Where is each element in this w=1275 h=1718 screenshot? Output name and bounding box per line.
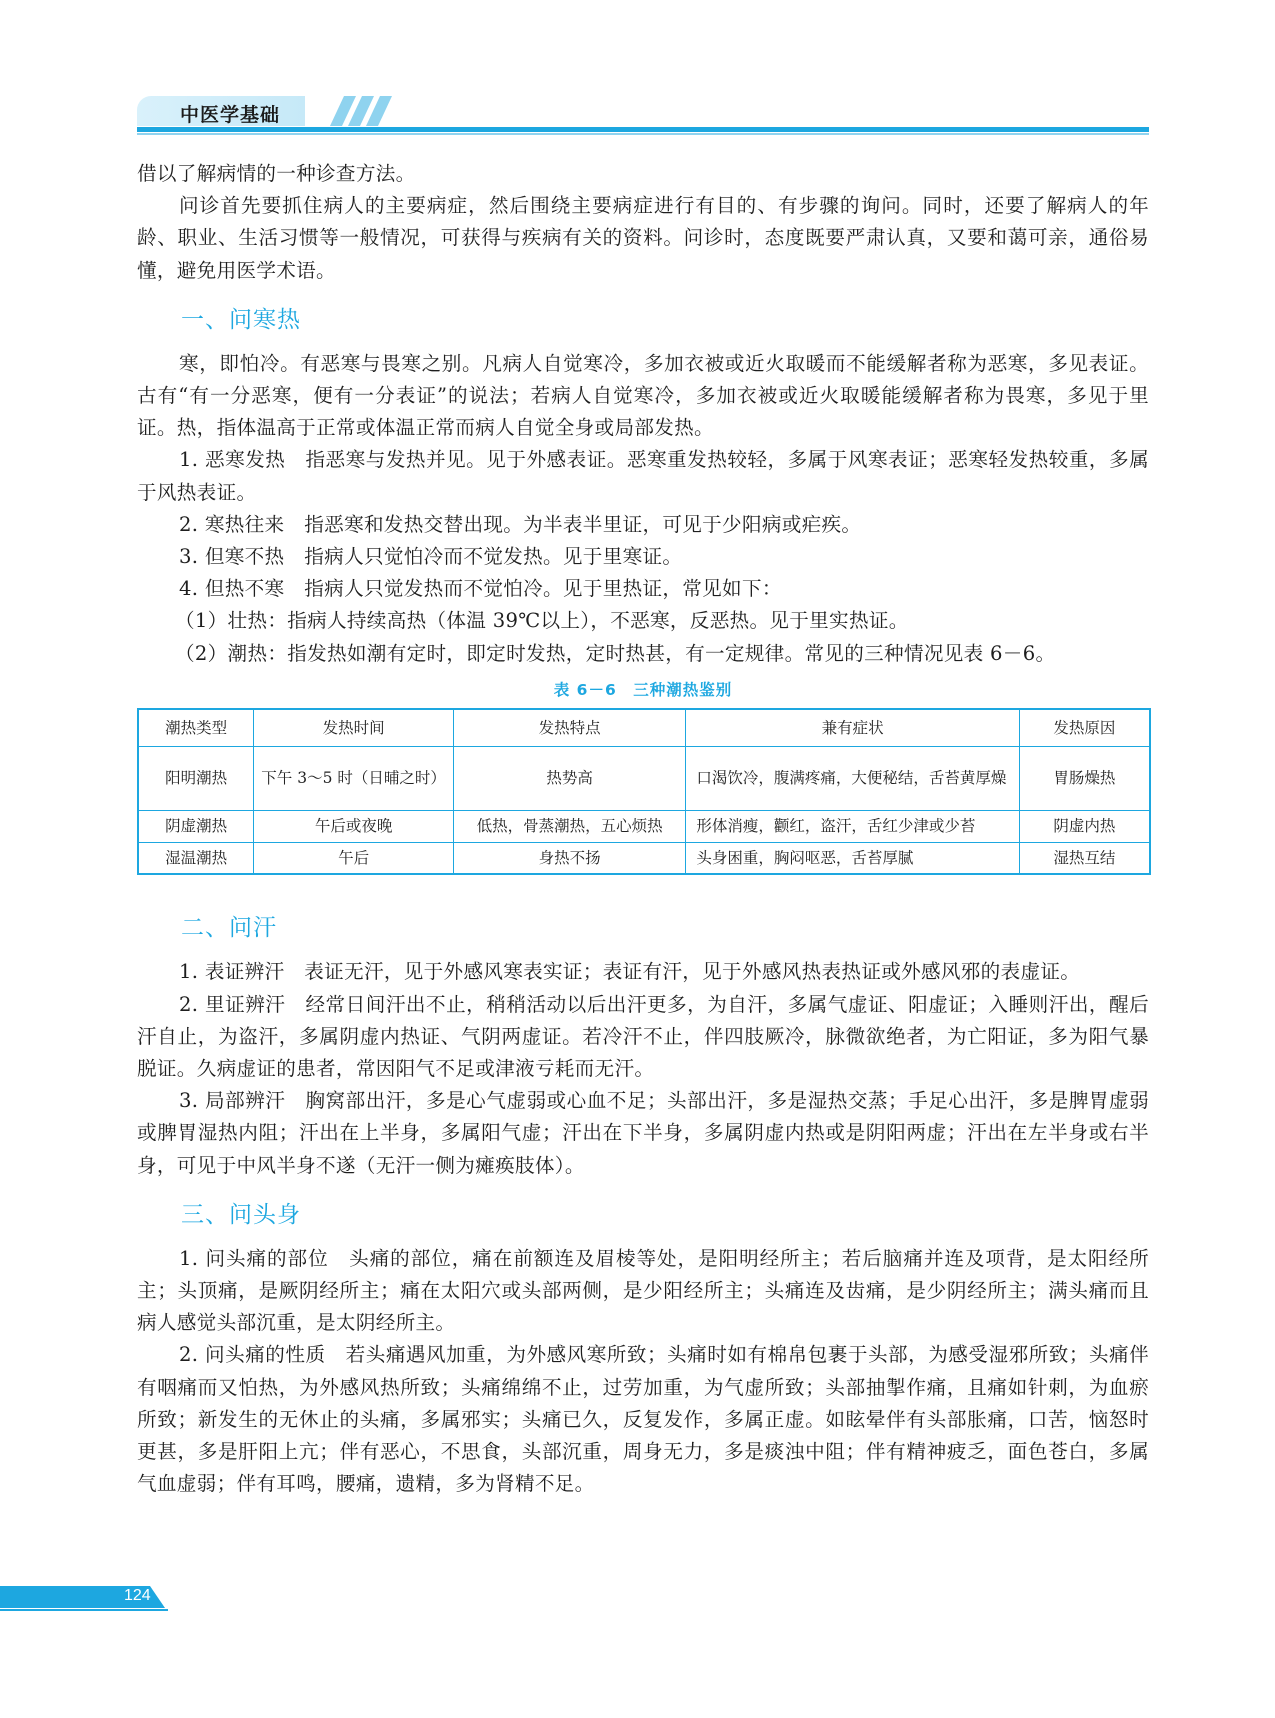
table-caption: 表 6－6 三种潮热鉴别 bbox=[553, 680, 733, 699]
table-header-cell: 兼有症状 bbox=[686, 709, 1019, 747]
table-cell: 热势高 bbox=[453, 746, 686, 810]
table-header-cell: 发热原因 bbox=[1019, 709, 1150, 747]
book-title: 中医学基础 bbox=[180, 104, 281, 126]
paragraph: 2. 问头痛的性质 若头痛遇风加重，为外感风寒所致；头痛时如有棉帛包裹于头部，为感受湿邪所致；头痛伴有咽痛而又怕热，为外感风热所致；头痛绵绵不止，过劳加重，为气虚所致；头部抽掣作痛，且痛如针刺，为血瘀所致；新发生的无休止的头痛，多属邪实；头痛已久，反复发作，多属正虚。如眩晕伴有头部胀痛，口苦，恼怒时更甚，多是肝阳上亢；伴有恶心，不思食，头部沉重，周身无力，多是痰浊中阻；伴有精神疲乏，面色苍白，多属气血虚弱；伴有耳鸣，腰痛，遗精，多为肾精不足。 bbox=[137, 1343, 1149, 1496]
table-cell: 身热不扬 bbox=[453, 842, 686, 874]
table-cell: 形体消瘦，颧红，盗汗，舌红少津或少苔 bbox=[686, 810, 1019, 842]
table-cell: 午后 bbox=[254, 842, 454, 874]
page-header bbox=[0, 0, 1275, 140]
table-cell: 头身困重，胸闷呕恶，舌苔厚腻 bbox=[686, 842, 1019, 874]
intro-paragraph: 问诊首先要抓住病人的主要病症，然后围绕主要病症进行有目的、有步骤的询问。同时，还要了解病人的年龄、职业、生活习惯等一般情况，可获得与疾病有关的资料。问诊时，态度既要严肃认真，又要和蔼可亲，通俗易懂，避免用医学术语。 bbox=[137, 194, 1149, 282]
table-cell: 下午 3～5 时（日晡之时） bbox=[254, 746, 454, 810]
table-cell: 湿温潮热 bbox=[138, 842, 254, 874]
table-cell: 低热，骨蒸潮热，五心烦热 bbox=[453, 810, 686, 842]
table-cell: 午后或夜晚 bbox=[254, 810, 454, 842]
page-number: 124 bbox=[124, 1587, 151, 1604]
paragraph: （1）壮热：指病人持续高热（体温 39℃以上），不恶寒，反恶热。见于里实热证。 bbox=[175, 609, 909, 633]
section-heading-head-body: 三、问头身 bbox=[181, 1201, 301, 1228]
paragraph: 1. 问头痛的部位 头痛的部位，痛在前额连及眉棱等处，是阳明经所主；若后脑痛并连及项背，是太阳经所主；头顶痛，是厥阴经所主；痛在太阳穴或头部两侧，是少阳经所主；头痛连及齿痛，是少阴经所主；满头痛而且病人感觉头部沉重，是太阴经所主。 bbox=[137, 1246, 1149, 1335]
paragraph: 2. 里证辨汗 经常日间汗出不止，稍稍活动以后出汗更多，为自汗，多属气虚证、阳虚证；入睡则汗出，醒后汗自止，为盗汗，多属阴虚内热证、气阴两虚证。若冷汗不止，伴四肢厥冷，脉微欲绝者，为亡阳证，多为阳气暴脱证。久病虚证的患者，常因阳气不足或津液亏耗而无汗。 bbox=[137, 992, 1149, 1080]
paragraph: 寒，即怕冷。有恶寒与畏寒之别。凡病人自觉寒冷，多加衣被或近火取暖而不能缓解者称为恶寒，多见表证。古有“有一分恶寒，便有一分表证”的说法；若病人自觉寒冷，多加衣被或近火取暖能缓解者称为畏寒，多见于里证。热，指体温高于正常或体温正常而病人自觉全身或局部发热。 bbox=[137, 351, 1149, 440]
tidal-fever-table bbox=[137, 708, 1151, 876]
table-row bbox=[138, 746, 1150, 810]
paragraph: 3. 局部辨汗 胸窝部出汗，多是心气虚弱或心血不足；头部出汗，多是湿热交蒸；手足心出汗，多是脾胃虚弱或脾胃湿热内阻；汗出在上半身，多属阳气虚；汗出在下半身，多属阴虚内热或是阴阳两虚；汗出在左半身或右半身，可见于中风半身不遂（无汗一侧为瘫痪肢体）。 bbox=[137, 1089, 1149, 1177]
section-heading-sweat: 二、问汗 bbox=[181, 915, 277, 942]
section-heading-cold-heat: 一、问寒热 bbox=[181, 306, 301, 333]
page-content bbox=[137, 158, 1149, 1500]
table-cell: 口渴饮冷，腹满疼痛，大便秘结，舌苔黄厚燥 bbox=[686, 746, 1019, 810]
table-header-cell: 发热时间 bbox=[254, 709, 454, 747]
paragraph: 2. 寒热往来 指恶寒和发热交替出现。为半表半里证，可见于少阳病或疟疾。 bbox=[179, 512, 862, 536]
paragraph: 1. 恶寒发热 指恶寒与发热并见。见于外感表证。恶寒重发热较轻，多属于风寒表证；恶寒轻发热较重，多属于风热表证。 bbox=[137, 448, 1149, 504]
paragraph: （2）潮热：指发热如潮有定时，即定时发热，定时热甚，有一定规律。常见的三种情况见表 6－6。 bbox=[175, 641, 1056, 665]
header-rule bbox=[137, 127, 1149, 132]
table-cell: 湿热互结 bbox=[1019, 842, 1150, 874]
table-header-cell: 发热特点 bbox=[453, 709, 686, 747]
paragraph: 4. 但热不寒 指病人只觉发热而不觉怕冷。见于里热证，常见如下： bbox=[179, 577, 782, 601]
table-row bbox=[138, 810, 1150, 842]
footer-rule bbox=[0, 1609, 168, 1611]
table-row bbox=[138, 842, 1150, 874]
table-cell: 阳明潮热 bbox=[138, 746, 254, 810]
table-cell: 阴虚内热 bbox=[1019, 810, 1150, 842]
header-rule-thin bbox=[137, 133, 1149, 135]
table-cell: 胃肠燥热 bbox=[1019, 746, 1150, 810]
intro-continuation: 借以了解病情的一种诊查方法。 bbox=[137, 162, 416, 185]
table-header-row bbox=[138, 709, 1150, 747]
header-stripes-decoration bbox=[330, 96, 400, 126]
paragraph: 3. 但寒不热 指病人只觉怕冷而不觉发热。见于里寒证。 bbox=[179, 545, 683, 569]
table-cell: 阴虚潮热 bbox=[138, 810, 254, 842]
table-header-cell: 潮热类型 bbox=[138, 709, 254, 747]
paragraph: 1. 表证辨汗 表证无汗，见于外感风寒表实证；表证有汗，见于外感风热表热证或外感风邪的表虚证。 bbox=[179, 960, 1081, 984]
